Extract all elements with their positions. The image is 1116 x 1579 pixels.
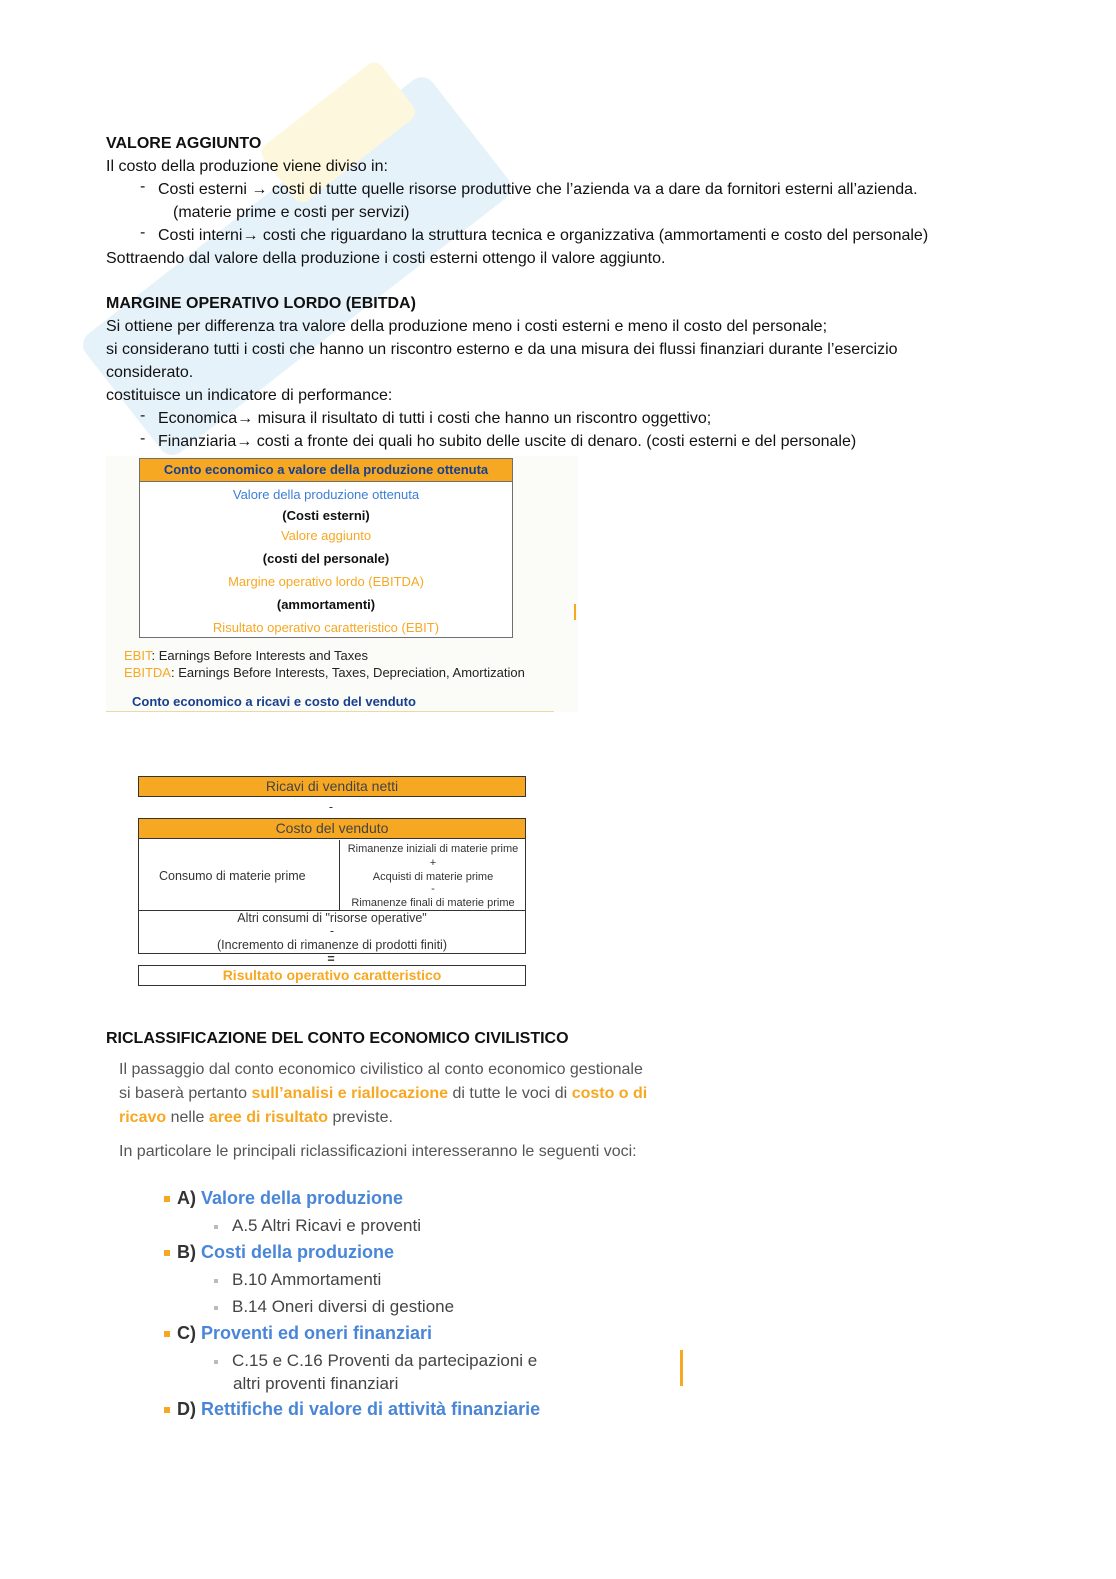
- risultato-operativo-bar: Risultato operativo caratteristico: [138, 965, 526, 986]
- bullet-continuation: (materie prime e costi per servizi): [173, 204, 410, 221]
- section-title-valore-aggiunto: VALORE AGGIUNTO: [106, 135, 262, 152]
- bullet-square-icon: [214, 1279, 218, 1283]
- legend-ebitda: [124, 665, 525, 680]
- figure-costo-del-venduto: [138, 776, 528, 990]
- sub-item: [214, 1349, 537, 1372]
- item-name: Valore della produzione: [201, 1188, 404, 1208]
- plus-sign: +: [429, 857, 437, 869]
- bullet-costi-interni: [158, 224, 928, 247]
- text-run: di tutte le voci di: [448, 1085, 572, 1102]
- acquisti: Acquisti di materie prime: [372, 871, 494, 883]
- sub-item-text: B.10 Ammortamenti: [232, 1270, 382, 1289]
- sub-item-text: B.14 Oneri diversi di gestione: [232, 1297, 455, 1316]
- highlight-text: costo o di: [571, 1085, 648, 1102]
- highlight-text: ricavo: [119, 1109, 167, 1126]
- bullet-finanziaria: [158, 430, 856, 453]
- item-letter: C): [177, 1323, 196, 1343]
- highlight-text: aree di risultato: [208, 1109, 328, 1126]
- text-run: nelle: [166, 1109, 209, 1126]
- bullet-text: costi che riguardano la struttura tecnica e organizzativa (ammortamenti e costo del personale): [258, 227, 929, 244]
- bullet-text: misura il risultato di tutti i costi che hanno un riscontro oggettivo;: [253, 410, 712, 427]
- bullet-square-icon: [214, 1225, 218, 1229]
- list-item-c: [164, 1323, 432, 1344]
- sub-item-text: A.5 Altri Ricavi e proventi: [232, 1216, 421, 1235]
- row-costi-personale: (costi del personale): [262, 551, 390, 566]
- bullet-label: Costi interni: [158, 227, 243, 244]
- legend-term: EBITDA: [124, 665, 171, 680]
- consumo-materie-prime: Consumo di materie prime: [159, 869, 306, 883]
- equals-sign: =: [327, 952, 335, 966]
- minus-sign: -: [431, 883, 435, 895]
- row-costi-esterni: (Costi esterni): [282, 508, 370, 523]
- text-run: previste.: [328, 1109, 393, 1126]
- incremento-rimanenze: (Incremento di rimanenze di prodotti finiti): [217, 938, 447, 952]
- bullet-label: Economica: [158, 410, 238, 427]
- figure-conto-economico-valore-produzione: [106, 456, 578, 712]
- orange-mark: [680, 1350, 683, 1386]
- bullet-label: Finanziaria: [158, 433, 237, 450]
- highlight-text: sull’analisi e riallocazione: [251, 1085, 449, 1102]
- bullet-economica: [158, 407, 711, 430]
- legend-term: EBIT: [124, 648, 152, 663]
- arrow-icon: →: [237, 410, 254, 427]
- rimanenze-finali: Rimanenze finali di materie prime: [351, 897, 515, 909]
- arrow-icon: →: [236, 433, 253, 450]
- item-name: Costi della produzione: [201, 1242, 395, 1262]
- bullet-square-icon: [164, 1407, 170, 1413]
- bullet-square-icon: [214, 1360, 218, 1364]
- paragraph-line: [119, 1106, 393, 1130]
- bullet-costi-esterni: [158, 178, 918, 201]
- bullet-square-icon: [214, 1306, 218, 1310]
- rimanenze-iniziali: Rimanenze iniziali di materie prime: [347, 843, 519, 855]
- row-ebit: Risultato operativo caratteristico (EBIT): [212, 620, 440, 635]
- divider: [106, 711, 554, 712]
- minus-sign: -: [329, 924, 335, 938]
- bullet-square-icon: [164, 1196, 170, 1202]
- sub-item: [214, 1295, 454, 1318]
- paragraph-line: In particolare le principali riclassificazioni interesseranno le seguenti voci:: [119, 1143, 637, 1160]
- bullet-label: Costi esterni: [158, 181, 252, 198]
- figure1-table: [139, 458, 513, 638]
- figure-riclassificazione: [106, 1054, 686, 1434]
- row-ammortamenti: (ammortamenti): [276, 597, 376, 612]
- paragraph-line: costituisce un indicatore di performance:: [106, 387, 393, 404]
- sub-item: [214, 1214, 421, 1237]
- item-letter: A): [177, 1188, 196, 1208]
- dash-marker: -: [140, 407, 146, 424]
- altri-consumi: Altri consumi di "risorse operative": [237, 911, 427, 925]
- paragraph-line: [119, 1082, 647, 1106]
- legend-ebit: [124, 648, 368, 663]
- list-item-b: [164, 1242, 394, 1263]
- legend-definition: : Earnings Before Interests and Taxes: [151, 648, 369, 663]
- dash-marker: -: [140, 224, 146, 241]
- arrow-icon: →: [251, 181, 268, 198]
- orange-mark: [574, 604, 576, 620]
- costo-venduto-table: [138, 818, 526, 954]
- ricavi-bar: Ricavi di vendita netti: [138, 776, 526, 797]
- sub-item-continuation: altri proventi finanziari: [233, 1374, 399, 1393]
- minus-sign: -: [328, 800, 334, 814]
- item-letter: B): [177, 1242, 196, 1262]
- section-title-riclassificazione: RICLASSIFICAZIONE DEL CONTO ECONOMICO CIVILISTICO: [106, 1030, 569, 1047]
- paragraph-line: Il passaggio dal conto economico civilistico al conto economico gestionale: [119, 1061, 643, 1078]
- item-name: Rettifiche di valore di attività finanziarie: [201, 1399, 541, 1419]
- arrow-icon: →: [242, 227, 259, 244]
- bullet-text: costi a fronte dei quali ho subito delle uscite di denaro. (costi esterni e del personale): [252, 433, 857, 450]
- paragraph-line: considerato.: [106, 364, 194, 381]
- list-item-a: [164, 1188, 403, 1209]
- intro-text: Il costo della produzione viene diviso in:: [106, 158, 388, 175]
- dash-marker: -: [140, 178, 146, 195]
- paragraph-line: Si ottiene per differenza tra valore della produzione meno i costi esterni e meno il costo del personale;: [106, 318, 828, 335]
- list-item-d: [164, 1399, 540, 1420]
- bullet-text: costi di tutte quelle risorse produttive che l’azienda va a dare da fornitori esterni all’azienda.: [267, 181, 918, 198]
- figure1-caption: Conto economico a ricavi e costo del venduto: [132, 694, 416, 709]
- costo-venduto-header: Costo del venduto: [138, 818, 526, 839]
- figure1-header: Conto economico a valore della produzione ottenuta: [140, 459, 512, 482]
- section-title-ebitda: MARGINE OPERATIVO LORDO (EBITDA): [106, 295, 416, 312]
- cell-divider: [339, 840, 340, 910]
- bullet-square-icon: [164, 1331, 170, 1337]
- sub-item-text: C.15 e C.16 Proventi da partecipazioni e: [232, 1351, 538, 1370]
- paragraph-line: si considerano tutti i costi che hanno un riscontro esterno e da una misura dei flussi finanziari durante l’esercizio: [106, 341, 898, 358]
- row-ebitda: Margine operativo lordo (EBITDA): [228, 574, 424, 589]
- row-valore-produzione: Valore della produzione ottenuta: [232, 487, 420, 502]
- text-run: si baserà pertanto: [119, 1085, 252, 1102]
- bullet-square-icon: [164, 1250, 170, 1256]
- item-name: Proventi ed oneri finanziari: [201, 1323, 433, 1343]
- legend-definition: : Earnings Before Interests, Taxes, Depreciation, Amortization: [170, 665, 525, 680]
- conclusion-text: Sottraendo dal valore della produzione i costi esterni ottengo il valore aggiunto.: [106, 250, 666, 267]
- dash-marker: -: [140, 430, 146, 447]
- item-letter: D): [177, 1399, 196, 1419]
- row-valore-aggiunto: Valore aggiunto: [280, 528, 372, 543]
- sub-item: [214, 1268, 381, 1291]
